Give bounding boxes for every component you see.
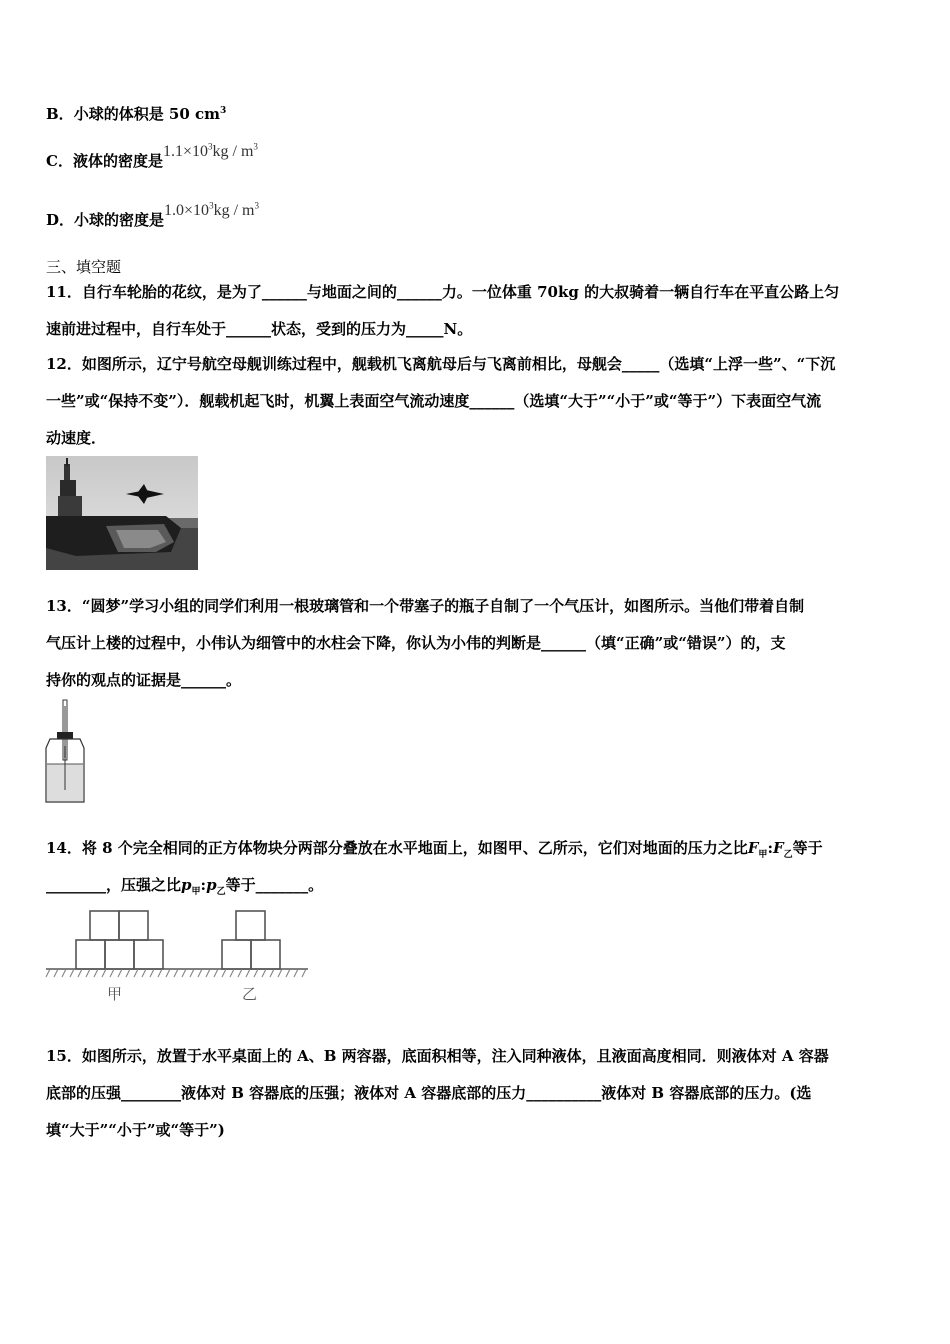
option-c [46, 141, 258, 171]
q14-colon: : [767, 839, 773, 857]
section-title: 三、填空题 [46, 258, 122, 276]
q14-p2: p [206, 876, 217, 894]
q14-line2 [46, 874, 323, 897]
barometer-figure [44, 698, 90, 806]
q13-line2: 气压计上楼的过程中，小伟认为细管中的水柱会下降，你认为小伟的判断是______（填“正确”或“错误”）的，支 [46, 634, 786, 652]
q14-line2b: 等于_______。 [225, 876, 324, 894]
q14-pcolon: : [200, 876, 207, 894]
option-d-formula [164, 202, 259, 219]
option-d [46, 200, 259, 230]
q15-line1: 15．如图所示，放置于水平桌面上的 A、B 两容器，底面积相等，注入同种液体，且液面高度相同．则液体对 A 容器 [46, 1047, 829, 1065]
q12-line2: 一些”或“保持不变”）．舰载机起飞时，机翼上表面空气流动速度______（选填“大于”“小于”或“等于”）下表面空气流 [46, 392, 822, 410]
option-c-formula-base: 1.1×10 [162, 143, 208, 160]
q14-p1: p [181, 876, 192, 894]
q12-line1: 12．如图所示，辽宁号航空母舰训练过程中，舰载机飞离航母后与飞离前相比，母舰会_____（选填“上浮一些”、“下沉 [46, 355, 836, 373]
option-b-text: 小球的体积是 50 cm [73, 105, 221, 123]
option-b [46, 103, 226, 124]
cubes-figure [44, 906, 310, 1006]
q15-line3: 填“大于”“小于”或“等于”) [46, 1121, 225, 1139]
option-c-formula-exp: 3 [208, 141, 213, 152]
q14-sub1: 甲 [758, 850, 768, 860]
option-c-formula-unit-exp: 3 [253, 141, 258, 152]
q13-line3: 持你的观点的证据是______。 [46, 671, 242, 689]
q14-psub2: 乙 [216, 887, 226, 897]
q14-F2: F [772, 839, 784, 857]
option-c-label: C． [46, 152, 73, 170]
option-d-formula-unit: kg / m [213, 202, 255, 219]
option-b-label: B． [46, 105, 74, 123]
option-b-sup: 3 [220, 106, 227, 116]
option-d-formula-exp: 3 [209, 200, 214, 211]
q11-line1: 11．自行车轮胎的花纹，是为了______与地面之间的______力。一位体重 70kg 的大叔骑着一辆自行车在平直公路上匀 [46, 283, 840, 301]
q14-sub2: 乙 [783, 850, 793, 860]
q14-psub1: 甲 [191, 887, 201, 897]
label-yi: 乙 [242, 985, 258, 1003]
q14-line1b: 等于 [792, 839, 823, 857]
option-d-formula-base: 1.0×10 [164, 202, 210, 219]
q14-line1 [46, 837, 823, 860]
option-c-text: 液体的密度是 [72, 152, 163, 170]
q14-line1a: 14．将 8 个完全相同的正方体物块分两部分叠放在水平地面上，如图甲、乙所示，它们对地面的压力之比 [46, 839, 748, 857]
q14-line2a: ________，压强之比 [46, 876, 182, 894]
carrier-photo [46, 456, 198, 570]
option-d-label: D． [46, 211, 75, 229]
option-c-formula-unit: kg / m [212, 143, 254, 160]
option-d-text: 小球的密度是 [74, 211, 165, 229]
q15-line2: 底部的压强________液体对 B 容器底的压强；液体对 A 容器底部的压力__________液体对 B 容器底部的压力。(选 [46, 1084, 812, 1102]
q12-line3: 动速度． [46, 429, 107, 447]
q14-F1: F [747, 839, 759, 857]
option-c-formula [163, 143, 258, 160]
q11-line2: 速前进过程中，自行车处于______状态，受到的压力为_____N。 [46, 320, 473, 338]
q13-line1: 13．“圆梦”学习小组的同学们利用一根玻璃管和一个带塞子的瓶子自制了一个气压计，如图所示。当他们带着自制 [46, 597, 805, 615]
label-jia: 甲 [107, 985, 123, 1003]
option-d-formula-unit-exp: 3 [254, 200, 259, 211]
